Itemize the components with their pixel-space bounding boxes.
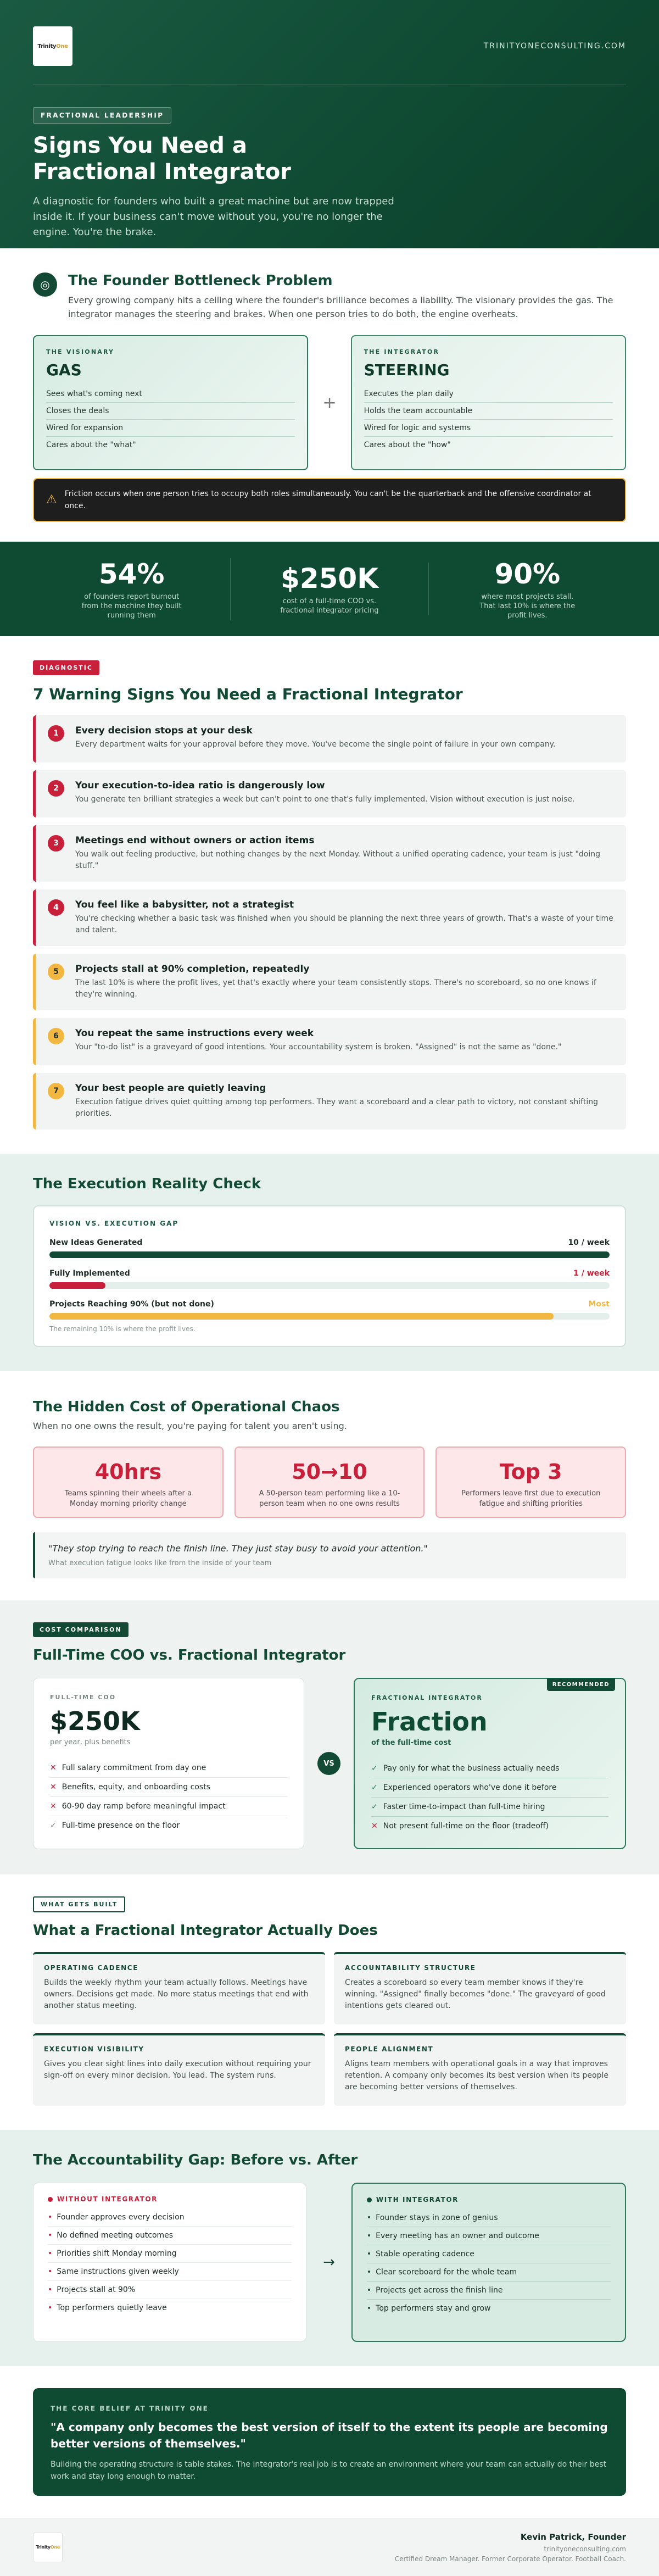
core-belief-section [0,2366,659,2518]
diagnostic-badge: DIAGNOSTIC [33,660,99,675]
bullet-icon: • [48,2231,53,2240]
item-text: Not present full-time on the floor (tradeoff) [383,1822,549,1831]
gap-item [48,2208,292,2227]
friction-callout [33,478,626,522]
warning-sign-item [33,954,626,1010]
hidden-cost-section [0,1371,659,1600]
progress-row [49,1300,610,1320]
cross-icon: ✕ [50,1802,57,1811]
sign-description: The last 10% is where the profit lives, yet that's exactly where your team consistently stops. There's no scoreboard, so no one knows if they're winning. [75,978,596,999]
logo-text-accent: One [56,43,68,49]
site-url[interactable]: TRINITYONECONSULTING.COM [483,42,626,51]
function-card [334,1952,626,2024]
coo-card [33,1678,304,1849]
sign-title: Your best people are quietly leaving [75,1083,266,1094]
bar-value: Most [588,1300,610,1309]
gap-item [48,2227,292,2245]
sign-title: Meetings end without owners or action items [75,835,315,846]
function-card [334,2033,626,2106]
without-card [33,2183,306,2342]
bullet-icon: • [48,2304,53,2312]
comparison-badge: COST COMPARISON [33,1622,129,1637]
gap-card [33,1205,626,1347]
cross-icon: ✕ [50,1783,57,1791]
belief-label: THE CORE BELIEF AT TRINITY ONE [51,2405,209,2412]
card-subtext: per year, plus benefits [50,1738,131,1746]
cost-tile [33,1446,224,1518]
accountability-gap-section [0,2130,659,2366]
bullet-icon: • [48,2213,53,2222]
sign-number: 1 [48,725,64,742]
gap-item [367,2209,611,2227]
stat-description: cost of a full-time COO vs. fractional integrator pricing [280,597,379,615]
item-text: Pay only for what the business actually needs [383,1764,560,1773]
what-gets-built-section [0,1874,659,2130]
comparison-item [371,1778,608,1798]
item-text: 60-90 day ramp before meaningful impact [62,1802,226,1811]
progress-fill [49,1313,554,1320]
list-item: Cares about the "how" [364,441,451,449]
comparison-item [50,1759,287,1778]
comparison-item [50,1797,287,1816]
card-description: Aligns team members with operational goals in a way that improves retention. A company only becomes its best version when its people are becoming better versions of themselves. [345,2060,608,2091]
check-icon: ✓ [371,1783,378,1792]
bullet-icon: • [48,2249,53,2258]
friction-text: Friction occurs when one person tries to occupy both roles simultaneously. You can't be the quarterback and the offensive coordinator at once. [64,489,591,510]
warning-icon: ⚠ [46,493,57,507]
item-text: Priorities shift Monday morning [57,2249,177,2258]
card-title: STEERING [364,361,450,379]
warning-sign-item [33,1018,626,1065]
sign-number: 3 [48,835,64,852]
sign-description: You walk out feeling productive, but nothing changes by the next Monday. Without a unified operating cadence, your team is just "doing stuff." [75,850,600,870]
stat-item [231,563,428,615]
gap-item [48,2245,292,2263]
check-icon: ✓ [50,1821,57,1830]
sign-number: 7 [48,1083,64,1099]
bullet-icon: • [48,2285,53,2294]
bottleneck-section [0,248,659,542]
footer-site[interactable]: trinityoneconsulting.com [544,2545,626,2553]
check-icon: ✓ [371,1802,378,1811]
comparison-item [371,1759,608,1778]
card-label: FULL-TIME COO [50,1694,116,1701]
gap-item [367,2282,611,2300]
gap-item [367,2263,611,2282]
list-item: Sees what's coming next [46,386,295,403]
hero-description: A diagnostic for founders who built a great machine but are now trapped inside it. If your business can't move without you, you're no longer the engine. You're the brake. [33,196,394,238]
hero-header [33,26,626,85]
card-label: VISION VS. EXECUTION GAP [49,1220,179,1227]
progress-row [49,1238,610,1258]
logo-text: Trinity [37,43,57,49]
sign-title: Projects stall at 90% completion, repeatedly [75,964,310,975]
target-icon: ◎ [33,272,57,297]
progress-fill [49,1282,105,1289]
item-text: Every meeting has an owner and outcome [376,2232,539,2240]
item-text: Founder stays in zone of genius [376,2213,498,2222]
card-label: WITH INTEGRATOR [376,2196,459,2204]
red-dot-icon [48,2197,53,2202]
section-title: The Accountability Gap: Before vs. After [33,2152,358,2168]
card-price: Fraction [371,1707,488,1737]
founder-name: Kevin Patrick, Founder [520,2532,626,2542]
gap-note: The remaining 10% is where the profit lives. [49,1325,196,1333]
gap-item [48,2299,292,2317]
item-text: Full salary commitment from day one [62,1763,206,1772]
sign-description: Every department waits for your approval before they move. You've become the single point of failure in your own company. [75,740,556,749]
comparison-item [50,1778,287,1797]
footer-logo[interactable] [33,2533,63,2562]
bullet-icon: • [366,2286,372,2295]
warning-sign-item [33,889,626,946]
comparison-item [371,1798,608,1817]
vs-badge: VS [317,1752,340,1775]
warning-signs-section [0,636,659,1154]
warning-sign-item [33,825,626,882]
section-subtitle: When no one owns the result, you're paying for talent you aren't using. [33,1421,347,1431]
item-text: Faster time-to-impact than full-time hiring [383,1802,545,1811]
item-text: Projects stall at 90% [57,2285,136,2294]
bullet-icon: • [366,2250,372,2258]
footer [0,2518,659,2576]
comparison-section [0,1600,659,1874]
progress-row [49,1269,610,1289]
visionary-card [33,335,308,470]
integrator-card [351,335,626,470]
stats-band [0,542,659,636]
bullet-icon: • [366,2213,372,2222]
progress-track [49,1282,610,1289]
quote-caption: What execution fatigue looks like from the inside of your team [48,1559,272,1567]
list-item: Wired for expansion [46,420,295,437]
card-label: FRACTIONAL INTEGRATOR [371,1694,483,1701]
founder-credentials: Certified Dream Manager. Former Corporate Operator. Football Coach. [394,2555,626,2563]
sign-number: 5 [48,964,64,980]
bullet-icon: • [366,2232,372,2240]
stat-number: $250K [281,563,378,594]
cross-icon: ✕ [50,1763,57,1772]
section-title: The Founder Bottleneck Problem [68,272,333,289]
gap-item [48,2263,292,2281]
with-card [351,2183,626,2342]
green-dot-icon [367,2197,372,2202]
section-title: The Execution Reality Check [33,1176,261,1192]
item-text: No defined meeting outcomes [57,2231,174,2240]
item-text: Full-time presence on the floor [62,1821,180,1830]
bar-label: Projects Reaching 90% (but not done) [49,1300,214,1309]
check-icon: ✓ [371,1764,378,1773]
tile-description: Performers leave first due to execution fatigue and shifting priorities [461,1489,601,1508]
cross-icon: ✕ [371,1822,378,1831]
bullet-icon: • [366,2268,372,2277]
stat-item [33,558,231,620]
function-card [33,1952,325,2024]
recommended-badge: RECOMMENDED [547,1678,615,1691]
list-item: Holds the team accountable [364,403,613,420]
list-item: Executes the plan daily [364,386,613,403]
sign-title: Your execution-to-idea ratio is dangerously low [75,780,325,791]
item-text: Founder approves every decision [57,2213,185,2222]
sign-number: 6 [48,1028,64,1044]
plus-icon: + [322,393,337,413]
gap-item [48,2281,292,2299]
card-label: OPERATING CADENCE [44,1964,139,1972]
card-description: Gives you clear sight lines into daily execution without requiring your sign-off on every minor decision. You lead. The system runs. [44,2060,311,2080]
section-description: Every growing company hits a ceiling where the founder's brilliance becomes a liability. The visionary provides the gas. The integrator manages the steering and brakes. When one person tries to do both, the engine overheats. [68,295,613,319]
card-subtext: of the full-time cost [371,1739,451,1747]
item-text: Clear scoreboard for the whole team [376,2268,517,2277]
card-description: Creates a scoreboard so every team member knows if they're winning. "Assigned" finally becomes "done." The graveyard of good intentions gets cleared out. [345,1978,606,2010]
card-label: PEOPLE ALIGNMENT [345,2045,434,2053]
list-item: Cares about the "what" [46,441,136,449]
section-title: Full-Time COO vs. Fractional Integrator [33,1647,346,1663]
bar-value: 10 / week [568,1238,610,1247]
logo-text-accent: One [50,2545,60,2550]
stat-number: 90% [494,558,561,590]
tile-number: 40hrs [94,1460,161,1484]
sign-description: You're checking whether a basic task was finished when you should be planning the next three years of growth. That's a waste of your time and talent. [75,914,613,934]
item-text: Projects get across the finish line [376,2286,503,2295]
comparison-item [371,1817,608,1835]
tile-description: Teams spinning their wheels after a Monday morning priority change [64,1489,192,1508]
cost-tile [234,1446,425,1518]
card-label: THE VISIONARY [46,348,115,355]
bar-label: New Ideas Generated [49,1238,143,1247]
page-title: Signs You Need a Fractional Integrator [33,133,291,185]
belief-description: Building the operating structure is table stakes. The integrator's real job is to create an environment where your team can actually do their best work and stay long enough to matter. [51,2460,606,2481]
card-title: GAS [46,361,82,379]
bullet-icon: • [366,2304,372,2313]
function-card [33,2033,325,2106]
progress-fill [49,1251,610,1258]
section-title: The Hidden Cost of Operational Chaos [33,1399,340,1415]
quote-block [33,1532,626,1578]
cost-tile [435,1446,626,1518]
warning-sign-item [33,1073,626,1130]
card-description: Builds the weekly rhythm your team actually follows. Meetings have owners. Decisions get made. No more status meetings that end with another status meeting. [44,1978,309,2010]
reality-section [0,1154,659,1371]
hero [0,0,659,248]
stat-description: of founders report burnout from the machine they built running them [81,592,182,620]
stat-number: 54% [98,558,165,590]
belief-card [33,2388,626,2496]
item-text: Top performers stay and grow [376,2304,491,2313]
list-item: Closes the deals [46,403,295,420]
item-text: Experienced operators who've done it before [383,1783,557,1792]
stat-item [429,558,626,620]
section-title: What a Fractional Integrator Actually Does [33,1922,378,1939]
item-text: Same instructions given weekly [57,2267,179,2276]
arrow-right-icon: → [323,2254,335,2271]
tile-number: 50→10 [292,1460,367,1484]
stat-description: where most projects stall. That last 10% is where the profit lives. [479,592,576,620]
gap-item [367,2245,611,2263]
progress-track [49,1313,610,1320]
bar-label: Fully Implemented [49,1269,130,1278]
logo[interactable] [33,26,72,66]
section-title: 7 Warning Signs You Need a Fractional Integrator [33,685,463,703]
bar-value: 1 / week [573,1269,610,1278]
built-badge: WHAT GETS BUILT [33,1896,125,1912]
progress-track [49,1251,610,1258]
hero-tag: FRACTIONAL LEADERSHIP [33,107,171,124]
integrator-cost-card [354,1678,626,1849]
bullet-icon: • [48,2267,53,2276]
sign-description: You generate ten brilliant strategies a week but can't point to one that's fully implemented. Vision without execution is just noise. [75,795,575,804]
card-label: WITHOUT INTEGRATOR [57,2195,158,2203]
sign-number: 4 [48,899,64,916]
sign-number: 2 [48,780,64,797]
tile-description: A 50-person team performing like a 10-person team when no one owns results [259,1489,400,1508]
belief-quote: "A company only becomes the best version of itself to the extent its people are becoming better versions of themselves." [51,2421,608,2450]
warning-sign-item [33,770,626,817]
sign-title: Every decision stops at your desk [75,725,253,736]
gap-item [367,2227,611,2245]
card-label: THE INTEGRATOR [364,348,440,355]
card-price: $250K [50,1706,140,1736]
card-label: ACCOUNTABILITY STRUCTURE [345,1964,476,1972]
sign-title: You repeat the same instructions every week [75,1028,314,1039]
card-label: EXECUTION VISIBILITY [44,2045,144,2053]
item-text: Stable operating cadence [376,2250,474,2258]
sign-description: Your "to-do list" is a graveyard of good intentions. Your accountability system is broken. "Assigned" is not the same as "done." [75,1043,562,1051]
comparison-item [50,1816,287,1835]
logo-text: Trinity [36,2545,51,2550]
sign-title: You feel like a babysitter, not a strategist [75,899,294,910]
warning-sign-item [33,715,626,763]
quote-text: "They stop trying to reach the finish line. They just stay busy to avoid your attention." [48,1543,428,1554]
sign-description: Execution fatigue drives quiet quitting among top performers. They want a scoreboard and a clear path to victory, not constant shifting priorities. [75,1098,598,1118]
item-text: Benefits, equity, and onboarding costs [62,1783,210,1791]
item-text: Top performers quietly leave [57,2304,167,2312]
tile-number: Top 3 [499,1460,562,1484]
list-item: Wired for logic and systems [364,420,613,437]
gap-item [367,2300,611,2317]
